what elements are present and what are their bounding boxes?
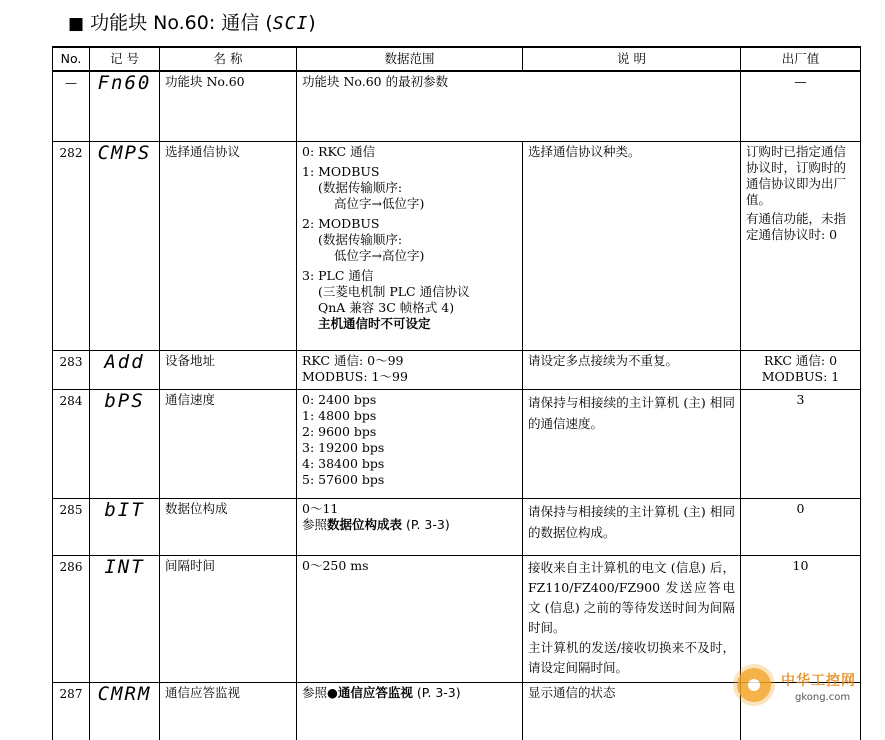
table-row	[53, 389, 861, 498]
reference-prefix: 参照●	[302, 684, 338, 700]
header-no: No.	[53, 47, 90, 71]
protocol-option-3: 3: PLC 通信	[302, 267, 374, 283]
reference-page: (P. 3-3)	[402, 516, 450, 532]
watermark-logo	[735, 664, 875, 716]
interval-note: 主计算机的发送/接收切换来不及时，请设定间隔时间。	[528, 639, 735, 675]
heading-prefix: 功能块 No.60:	[90, 12, 216, 34]
header-symbol: 记 号	[90, 47, 160, 71]
row-description: 请保持与相接续的主计算机 (主) 相同的通信速度。	[523, 389, 741, 498]
reference-title: 通信应答监视	[337, 684, 413, 700]
gear-icon	[737, 668, 771, 702]
row-symbol: CMPS	[90, 141, 160, 350]
heading-code-close: )	[308, 12, 316, 34]
row-name: 数据位构成	[160, 498, 297, 555]
row-no: 287	[53, 682, 90, 740]
row-symbol: Add	[90, 350, 160, 389]
address-range-rkc: RKC 通信: 0～99	[302, 352, 404, 368]
heading-code-open: (	[265, 12, 273, 34]
table-row	[53, 555, 861, 682]
row-no: 285	[53, 498, 90, 555]
row-name: 间隔时间	[160, 555, 297, 682]
table-header-row	[53, 47, 861, 71]
row-no: 283	[53, 350, 90, 389]
heading-bullet: ■	[68, 14, 85, 34]
row-default	[741, 141, 861, 350]
interval-description: 接收来自主计算机的电文 (信息) 后，FZ110/FZ400/FZ900 发送应答电文 (信息) 之前的等待发送时间为间隔时间。	[528, 559, 735, 635]
default-modbus: MODBUS: 1	[761, 368, 840, 384]
speed-option: 3: 19200 bps	[302, 439, 385, 455]
table-row	[53, 498, 861, 555]
data-bit-range: 0～11	[302, 500, 339, 516]
row-description: 请设定多点接续为不重复。	[523, 350, 741, 389]
row-no: —	[53, 71, 90, 141]
row-no: 284	[53, 389, 90, 498]
row-range	[297, 682, 523, 740]
header-default: 出厂值	[741, 47, 861, 71]
header-description: 说 明	[523, 47, 741, 71]
speed-option: 4: 38400 bps	[302, 455, 385, 471]
table-row	[53, 71, 861, 141]
row-no: 282	[53, 141, 90, 350]
row-no: 286	[53, 555, 90, 682]
reference-title: 数据位构成表	[327, 516, 403, 532]
speed-option: 0: 2400 bps	[302, 391, 377, 407]
row-symbol: Fn60	[90, 71, 160, 141]
row-default	[741, 350, 861, 389]
address-range-modbus: MODBUS: 1～99	[302, 368, 408, 384]
row-description: 选择通信协议种类。	[523, 141, 741, 350]
row-symbol: bPS	[90, 389, 160, 498]
row-name: 设备地址	[160, 350, 297, 389]
row-name: 通信应答监视	[160, 682, 297, 740]
default-rkc: RKC 通信: 0	[763, 352, 838, 368]
protocol-option-2: 2: MODBUS	[302, 215, 380, 231]
row-range	[297, 498, 523, 555]
row-range	[297, 389, 523, 498]
protocol-option-3-detail: (三菱电机制 PLC 通信协议	[318, 283, 470, 299]
speed-option: 2: 9600 bps	[302, 423, 377, 439]
heading-title: 通信	[221, 12, 260, 34]
protocol-option-1-detail: 高位字→低位字)	[334, 195, 425, 211]
default-note-2: 有通信功能，未指定通信协议时: 0	[746, 210, 847, 242]
header-name: 名 称	[160, 47, 297, 71]
row-range	[297, 350, 523, 389]
protocol-option-2-detail: (数据传输顺序:	[318, 231, 403, 247]
data-bit-reference[interactable]	[302, 517, 517, 533]
speed-option: 5: 57600 bps	[302, 471, 385, 487]
protocol-note: 主机通信时不可设定	[318, 315, 431, 331]
protocol-option-3-detail: QnA 兼容 3C 帧格式 4)	[318, 299, 455, 315]
row-range: 0～250 ms	[297, 555, 523, 682]
table-row	[53, 141, 861, 350]
row-default: 0	[741, 498, 861, 555]
row-name: 选择通信协议	[160, 141, 297, 350]
protocol-option-1-detail: (数据传输顺序:	[318, 179, 403, 195]
page-heading	[68, 10, 316, 37]
default-note-1: 订购时已指定通信协议时，订购时的通信协议即为出厂值。	[746, 143, 847, 207]
row-symbol: INT	[90, 555, 160, 682]
protocol-option-2-detail: 低位字→高位字)	[334, 247, 425, 263]
monitor-reference[interactable]	[302, 685, 517, 701]
row-default: 3	[741, 389, 861, 498]
row-range: 功能块 No.60 的最初参数	[297, 71, 741, 141]
row-default: 10	[741, 555, 861, 682]
row-description	[523, 555, 741, 682]
row-description: 请保持与相接续的主计算机 (主) 相同的数据位构成。	[523, 498, 741, 555]
watermark-url: gkong.com	[795, 692, 851, 703]
row-name: 通信速度	[160, 389, 297, 498]
heading-code: SCI	[272, 13, 309, 34]
table-row	[53, 350, 861, 389]
row-symbol: CMRM	[90, 682, 160, 740]
protocol-option-0: 0: RKC 通信	[302, 143, 376, 159]
reference-prefix: 参照	[302, 516, 328, 532]
row-range	[297, 141, 523, 350]
parameter-table	[52, 46, 861, 740]
reference-page: (P. 3-3)	[412, 684, 461, 700]
row-default: —	[741, 71, 861, 141]
protocol-option-1: 1: MODBUS	[302, 163, 380, 179]
header-range: 数据范围	[297, 47, 523, 71]
row-symbol: bIT	[90, 498, 160, 555]
row-name: 功能块 No.60	[160, 71, 297, 141]
watermark-brand: 中华工控网	[781, 673, 856, 689]
row-description: 显示通信的状态	[523, 682, 741, 740]
speed-option: 1: 4800 bps	[302, 407, 377, 423]
